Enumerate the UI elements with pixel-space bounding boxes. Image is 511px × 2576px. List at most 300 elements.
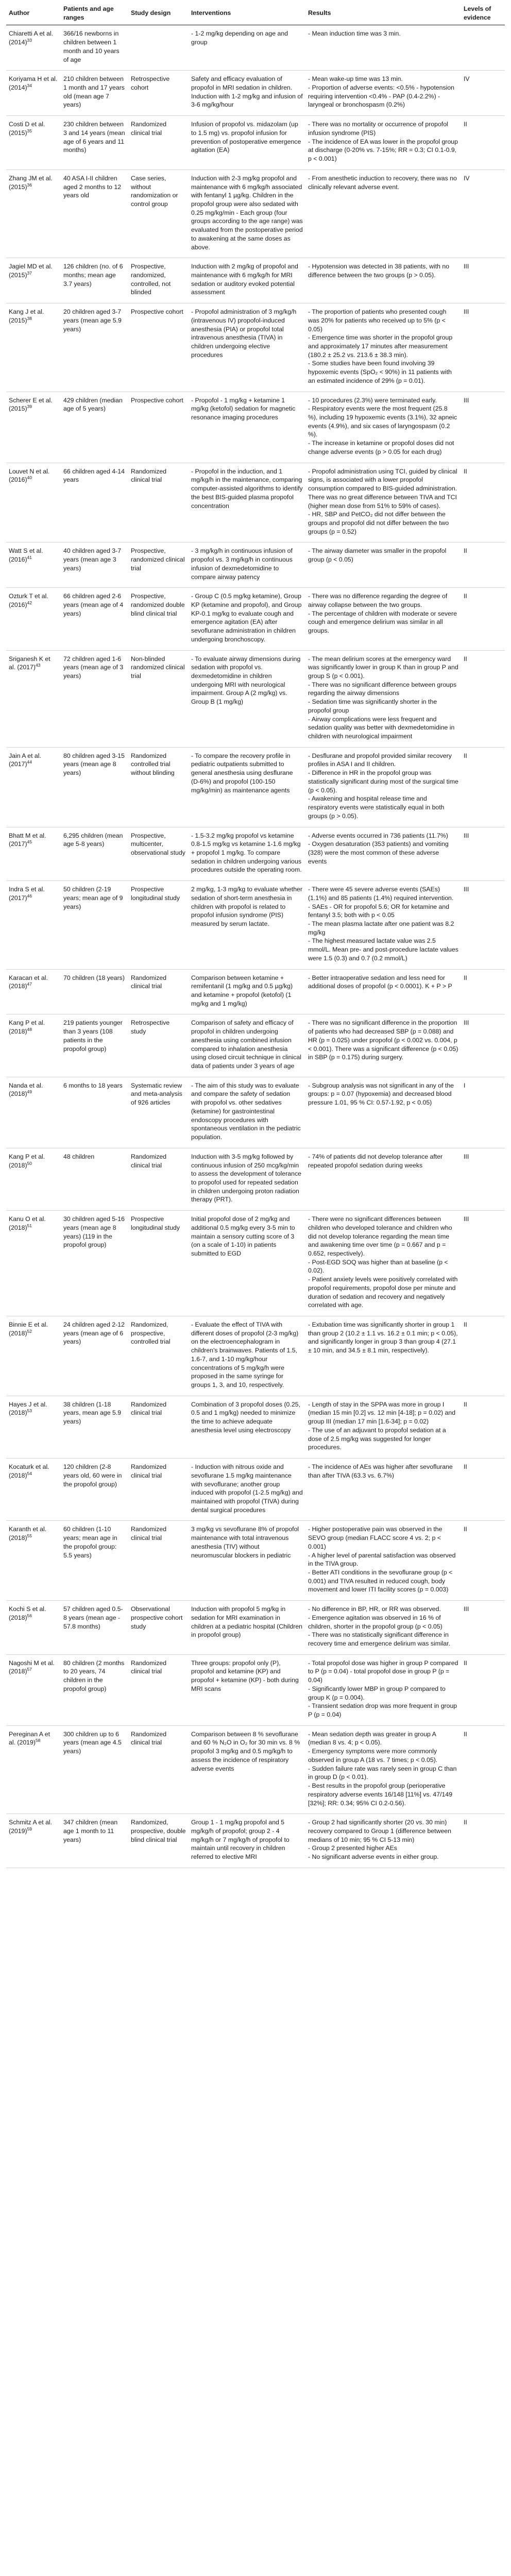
table-row — [6, 303, 505, 392]
result-line: - Sedation time was significantly shorter in the propofol group — [308, 698, 437, 714]
interventions-cell — [189, 650, 305, 747]
reference-number: 33 — [27, 38, 32, 43]
results-cell — [305, 969, 461, 1014]
study-design-text: Non-blinded randomized clinical trial — [131, 655, 185, 680]
studies-table — [6, 1, 505, 1868]
study-design-cell — [128, 71, 189, 116]
patients-text: 50 children (2-19 years; mean age of 9 years) — [63, 886, 123, 910]
level-of-evidence-cell — [461, 1316, 505, 1396]
interventions-text: Comparison between ketamine + remifentanil (1 mg/kg and 0.5 µg/kg) and ketamine + propofol (ketofol) (1 mg/kg and 1 mg/kg) — [191, 974, 293, 1007]
study-design-cell — [128, 543, 189, 588]
table-row — [6, 1814, 505, 1868]
study-design-cell — [128, 1077, 189, 1148]
author-cell — [6, 392, 61, 463]
level-text: III — [464, 1019, 469, 1027]
study-design-text: Randomized clinical trial — [131, 1153, 167, 1169]
patients-text: 60 children (1-10 years; mean age in the propofol group: 5.5 years) — [63, 1526, 117, 1559]
result-line: - Higher postoperative pain was observed in the SEVO group (median FLACC score 4 vs. 2; p < 0.001) — [308, 1526, 442, 1550]
study-design-cell — [128, 463, 189, 543]
author-cell — [6, 1077, 61, 1148]
interventions-text: Induction with 2-3 mg/kg propofol and maintenance with 6 mg/kg/h associated with fentanyl 1 µg/kg. Children in the propofol group were also sedated with 0.25 mg/kg/min - Each group (four groups according to the age range) was evaluated from the postoperative period to awakening at the same doses as above. — [191, 174, 303, 251]
study-design-text: Randomized clinical trial — [131, 1463, 167, 1479]
table-row — [6, 1459, 505, 1521]
study-design-cell — [128, 392, 189, 463]
author-name: Koriyama H et al. (2014) — [9, 75, 58, 92]
author-name: Hayes J et al. (2018) — [9, 1400, 47, 1417]
author-cell — [6, 1396, 61, 1458]
result-line: - Oxygen desaturation (353 patients) and vomiting (328) were the most common of these adverse events — [308, 840, 449, 865]
level-text: III — [464, 1605, 469, 1613]
study-design-text: Randomized clinical trial — [131, 467, 167, 484]
table-body — [6, 25, 505, 1868]
results-cell — [305, 827, 461, 881]
study-design-cell — [128, 969, 189, 1014]
author-name: Costi D et al. (2015) — [9, 121, 45, 137]
header-patients: Patients and age ranges — [61, 1, 128, 25]
result-line: - Awakening and hospital release time and respiratory events were statistically equal in both groups (p > 0.05). — [308, 795, 445, 820]
header-interventions: Interventions — [189, 1, 305, 25]
header-author: Author — [6, 1, 61, 25]
level-text: II — [464, 1400, 467, 1408]
header-study-design: Study design — [128, 1, 189, 25]
results-cell — [305, 1211, 461, 1316]
patients-cell — [61, 543, 128, 588]
results-cell — [305, 881, 461, 969]
patients-cell — [61, 588, 128, 650]
author-cell — [6, 1521, 61, 1601]
table-row — [6, 1211, 505, 1316]
level-of-evidence-cell — [461, 170, 505, 258]
result-line: - HR, SBP and PetCO₂ did not differ between the groups and propofol did not differ between the two groups (p = 0.52) — [308, 511, 449, 535]
reference-number: 37 — [27, 270, 32, 276]
result-line: - Adverse events occurred in 736 patients (11.7%) — [308, 832, 448, 839]
interventions-cell — [189, 1077, 305, 1148]
result-line: - SAEs - OR for propofol 5.6; OR for ketamine and fentanyl 3.5; both with p < 0.05 — [308, 903, 450, 919]
patients-text: 72 children aged 1-6 years (mean age of 3 years) — [63, 655, 124, 680]
patients-text: 366/16 newborns in children between 1 month and 10 years of age — [63, 30, 120, 63]
study-design-text: Prospective, multicenter, observational study — [131, 832, 185, 856]
study-design-cell — [128, 1014, 189, 1077]
study-design-text: Observational prospective cohort study — [131, 1605, 183, 1630]
result-line: - Length of stay in the SPPA was more in group I (median 15 min [0.2] vs. 12 min [4-18]; p = 0.02) and group III (median 17 min [1.6-34]; p = 0.02) — [308, 1400, 456, 1426]
reference-number: 55 — [27, 1533, 32, 1538]
reference-number: 49 — [27, 1089, 32, 1095]
interventions-text: 3 mg/kg vs sevoflurane 8% of propofol maintenance with total intravenous anesthesia (TIV) without neuromuscular blockers in pediatric — [191, 1526, 299, 1559]
reference-number: 54 — [27, 1470, 32, 1476]
reference-number: 57 — [27, 1667, 32, 1672]
interventions-text: Comparison between 8 % sevoflurane and 60 % N₂O in O₂ for 30 min vs. 8 % propofol 3 mg/kg and 0.5 mg/kg/h to assess the incidence of respiratory adverse events — [191, 1730, 300, 1772]
results-cell — [305, 588, 461, 650]
patients-cell — [61, 116, 128, 170]
interventions-cell — [189, 258, 305, 303]
results-cell — [305, 1725, 461, 1814]
results-cell — [305, 543, 461, 588]
result-line: - 10 procedures (2.3%) were terminated early. — [308, 396, 437, 404]
result-line: - There was no significant difference between groups regarding the airway dimensions — [308, 681, 457, 697]
study-design-cell — [128, 827, 189, 881]
level-text: III — [464, 1215, 469, 1223]
result-line: - Extubation time was significantly shorter in group 1 than group 2 (10.2 ± 1.1 vs. 16.2 ± 0.1 min; p < 0.05), and significantly longer in group 3 than group 4 (27.1 ± 10 min, and 34.5 ± 8.1 min, respectively). — [308, 1321, 458, 1354]
study-design-cell — [128, 116, 189, 170]
results-cell — [305, 463, 461, 543]
results-cell — [305, 116, 461, 170]
table-row — [6, 392, 505, 463]
table-row — [6, 650, 505, 747]
reference-number: 46 — [27, 893, 32, 899]
study-design-text: Prospective, randomized double blind clinical trial — [131, 592, 185, 617]
interventions-text: - 1-2 mg/kg depending on age and group — [191, 30, 288, 46]
table-row — [6, 258, 505, 303]
level-text: II — [464, 974, 467, 981]
results-cell — [305, 1814, 461, 1868]
patients-text: 120 children (2-8 years old, 60 were in the propofol group) — [63, 1463, 122, 1488]
interventions-text: Induction with propofol 5 mg/kg in sedation for MRI examination in children at a pediatric hospital (Children in propofol group) — [191, 1605, 302, 1639]
level-text: II — [464, 592, 467, 600]
author-cell — [6, 258, 61, 303]
author-cell — [6, 1014, 61, 1077]
results-cell — [305, 1654, 461, 1725]
patients-text: 48 children — [63, 1153, 95, 1160]
author-name: Jagiel MD et al. (2015) — [9, 263, 53, 279]
patients-cell — [61, 1521, 128, 1601]
patients-text: 300 children up to 6 years (mean age 4.5 years) — [63, 1730, 122, 1755]
study-design-cell — [128, 258, 189, 303]
patients-text: 6,295 children (mean age 5-8 years) — [63, 832, 123, 848]
result-line: - Mean sedation depth was greater in group A (median 8 vs. 4; p < 0.05). — [308, 1730, 436, 1747]
table-row — [6, 543, 505, 588]
author-cell — [6, 71, 61, 116]
level-of-evidence-cell — [461, 1211, 505, 1316]
results-cell — [305, 392, 461, 463]
table-row — [6, 116, 505, 170]
interventions-text: Initial propofol dose of 2 mg/kg and additional 0.5 mg/kg every 3-5 min to maintain a sensory cutting score of 3 (on a scale of 1-10) in patients submitted to EGD — [191, 1215, 295, 1257]
author-name: Watt S et al. (2016) — [9, 547, 43, 564]
author-cell — [6, 1316, 61, 1396]
result-line: - Difference in HR in the propofol group was statistically significant during most of the surgical time (p < 0.05). — [308, 769, 458, 794]
result-line: - Transient sedation drop was more frequent in group P (p = 0.04) — [308, 1702, 457, 1719]
author-cell — [6, 116, 61, 170]
author-cell — [6, 543, 61, 588]
level-of-evidence-cell — [461, 258, 505, 303]
level-of-evidence-cell — [461, 463, 505, 543]
author-cell — [6, 303, 61, 392]
interventions-cell — [189, 1014, 305, 1077]
reference-number: 50 — [27, 1160, 32, 1166]
author-name: Kanu O et al. (2018) — [9, 1215, 46, 1231]
interventions-text: Induction with 2 mg/kg of propofol and maintenance with 6 mg/kg/h for MRI sedation or auditory evoked potential assessment — [191, 263, 298, 296]
interventions-cell — [189, 543, 305, 588]
patients-cell — [61, 258, 128, 303]
result-line: - There was no mortality or occurrence of propofol infusion syndrome (PIS) — [308, 121, 448, 137]
patients-cell — [61, 1396, 128, 1458]
patients-text: 40 children aged 3-7 years (mean age 3 years) — [63, 547, 122, 572]
level-of-evidence-cell — [461, 881, 505, 969]
level-text: II — [464, 467, 467, 475]
interventions-cell — [189, 588, 305, 650]
result-line: - Respiratory events were the most frequent (25.8 %), including 19 hypoxemic events (3.1%), 32 apneic events (4.9%), and six cases of laryngospasm (0.2 %). — [308, 405, 457, 438]
table-row — [6, 170, 505, 258]
patients-text: 20 children aged 3-7 years (mean age 5.9 years) — [63, 308, 122, 333]
study-design-text: Randomized clinical trial — [131, 1659, 167, 1675]
study-design-cell — [128, 881, 189, 969]
interventions-cell — [189, 747, 305, 827]
level-text: IV — [464, 174, 470, 182]
table-row — [6, 1521, 505, 1601]
results-cell — [305, 1396, 461, 1458]
author-cell — [6, 1211, 61, 1316]
result-line: - Hypotension was detected in 38 patients, with no difference between the two groups (p > 0.05). — [308, 263, 450, 279]
result-line: - The percentage of children with moderate or severe cough and emergence delirium was similar in all groups. — [308, 609, 457, 635]
result-line: - There was no statistically significant difference in recovery time and emergence delirium was similar. — [308, 1631, 451, 1647]
level-text: II — [464, 752, 467, 759]
patients-text: 66 children aged 4-14 years — [63, 467, 125, 484]
author-name: Scherer E et al. (2015) — [9, 396, 53, 413]
result-line: - Significantly lower MBP in group P compared to group K (p = 0.004). — [308, 1685, 446, 1701]
author-cell — [6, 1654, 61, 1725]
result-line: - Better ATI conditions in the sevoflurane group (p < 0.001) and TIVA resulted in reduced cough, body movement and lower ITI facility scores (p = 0.003) — [308, 1568, 453, 1594]
reference-number: 39 — [27, 404, 32, 410]
result-line: - Mean wake-up time was 13 min. — [308, 75, 403, 83]
study-design-cell — [128, 1148, 189, 1210]
results-cell — [305, 1148, 461, 1210]
level-text: II — [464, 1463, 467, 1471]
study-design-text: Prospective, randomized clinical trial — [131, 547, 185, 572]
author-name: Karacan et al. (2018) — [9, 974, 48, 990]
reference-number: 41 — [27, 555, 32, 560]
reference-number: 45 — [27, 839, 32, 845]
level-of-evidence-cell — [461, 1148, 505, 1210]
interventions-cell — [189, 1459, 305, 1521]
result-line: - The mean plasma lactate after one patient was 8.2 mg/kg — [308, 920, 454, 936]
patients-cell — [61, 969, 128, 1014]
level-of-evidence-cell — [461, 25, 505, 71]
author-cell — [6, 650, 61, 747]
table-row — [6, 1014, 505, 1077]
result-line: - The increase in ketamine or propofol doses did not change adverse events (p > 0.05 for each drug) — [308, 439, 454, 455]
level-text: II — [464, 655, 467, 663]
patients-text: 80 children (2 months to 20 years, 74 children in the propofol group) — [63, 1659, 125, 1692]
result-line: - Propofol administration using TCI, guided by clinical signs, is associated with a lower propofol consumption compared to BIS-guided administration. There was no great difference between TIVA and TCI (higher mean dose from 51% to 59% of cases). — [308, 467, 457, 510]
level-of-evidence-cell — [461, 543, 505, 588]
result-line: - A higher level of parental satisfaction was observed in the TIVA group. — [308, 1551, 456, 1568]
result-line: - Desflurane and propofol provided similar recovery profiles in ASA I and II children. — [308, 752, 452, 768]
interventions-cell — [189, 1211, 305, 1316]
patients-text: 6 months to 18 years — [63, 1081, 123, 1089]
study-design-text: Randomized controlled trial without blinding — [131, 752, 175, 777]
table-row — [6, 747, 505, 827]
author-cell — [6, 747, 61, 827]
patients-cell — [61, 1814, 128, 1868]
interventions-cell — [189, 303, 305, 392]
results-cell — [305, 650, 461, 747]
author-name: Kang P et al. (2018) — [9, 1019, 45, 1036]
study-design-text: Systematic review and meta-analysis of 926 articles — [131, 1081, 182, 1107]
study-design-cell — [128, 588, 189, 650]
interventions-text: - Propofol in the induction, and 1 mg/kg/h in the maintenance, comparing computer-assisted algorithms to identify the best BIS-guided plasma propofol concentration — [191, 467, 303, 510]
author-cell — [6, 1814, 61, 1868]
patients-cell — [61, 747, 128, 827]
interventions-text: Group 1 - 1 mg/kg propofol and 5 mg/kg/h of propofol; group 2 - 4 mg/kg/h or 7 mg/kg/h of propofol to maintain until recovery in children referred to elective MRI — [191, 1819, 289, 1861]
study-design-text: Prospective longitudinal study — [131, 886, 180, 902]
level-of-evidence-cell — [461, 969, 505, 1014]
patients-text: 40 ASA I-II children aged 2 months to 12 years old — [63, 174, 122, 199]
level-text: III — [464, 832, 469, 839]
results-cell — [305, 303, 461, 392]
header-results: Results — [305, 1, 461, 25]
level-of-evidence-cell — [461, 1601, 505, 1655]
reference-number: 51 — [27, 1223, 32, 1228]
patients-cell — [61, 392, 128, 463]
level-text: IV — [464, 75, 470, 83]
author-name: Indra S et al. (2017) — [9, 886, 45, 902]
results-cell — [305, 1014, 461, 1077]
patients-text: 230 children between 3 and 14 years (mean age of 6 years and 11 months) — [63, 121, 125, 154]
result-line: - Sudden failure rate was rarely seen in group C than in group D (p < 0.01). — [308, 1765, 457, 1781]
interventions-cell — [189, 71, 305, 116]
result-line: - 74% of patients did not develop tolerance after repeated propofol sedation during weeks — [308, 1153, 443, 1169]
level-of-evidence-cell — [461, 1654, 505, 1725]
author-cell — [6, 170, 61, 258]
interventions-cell — [189, 170, 305, 258]
interventions-text: - Propofol administration of 3 mg/kg/h (intravenous IV) propofol-induced anesthesia (PIA) or propofol total intravenous anesthesia (TIVA) in children undergoing elective procedures — [191, 308, 297, 359]
table-row — [6, 1725, 505, 1814]
table-row — [6, 1316, 505, 1396]
level-of-evidence-cell — [461, 1521, 505, 1601]
author-name: Kochi S et al. (2018) — [9, 1605, 46, 1621]
patients-text: 126 children (no. of 6 months; mean age 3.7 years) — [63, 263, 123, 287]
table-row — [6, 1601, 505, 1655]
result-line: - There was no significant difference in the proportion of patients who had decreased SBP (p = 0.088) and HR (p = 0.025) under propofol (p < 0.002 vs. 0.004, p < 0.001). There was a significant difference (p < 0.05) in SBP (p = 0.175) during surgery. — [308, 1019, 458, 1061]
study-design-cell — [128, 747, 189, 827]
level-text: III — [464, 308, 469, 316]
interventions-cell — [189, 1521, 305, 1601]
patients-text: 219 patients younger than 3 years (108 patients in the propofol group) — [63, 1019, 123, 1053]
author-cell — [6, 463, 61, 543]
study-design-cell — [128, 1521, 189, 1601]
results-cell — [305, 1459, 461, 1521]
study-design-text: Case series, without randomization or control group — [131, 174, 178, 208]
interventions-cell — [189, 1601, 305, 1655]
reference-number: 58 — [35, 1738, 41, 1743]
results-cell — [305, 25, 461, 71]
level-of-evidence-cell — [461, 1396, 505, 1458]
level-text: III — [464, 886, 469, 893]
interventions-text: - 1.5-3.2 mg/kg propofol vs ketamine 0.8-1.5 mg/kg vs ketamine 1-1.6 mg/kg + propofol 1 mg/kg. To compare sedation in children undergoing various procedures outside the operating room. — [191, 832, 302, 874]
patients-cell — [61, 1014, 128, 1077]
interventions-cell — [189, 1316, 305, 1396]
patients-cell — [61, 1725, 128, 1814]
interventions-text: - Induction with nitrous oxide and sevoflurane 1.5 mg/kg maintenance with sevoflurane; another group induced with propofol (1-2.5 mg/kg) and maintained with propofol (TIVA) during dental surgical procedures — [191, 1463, 303, 1514]
interventions-text: Comparison of safety and efficacy of propofol in children undergoing anesthesia using combined infusion compared to inhalation anesthesia using closed circuit technique in clinical data of patients under 3 years of age — [191, 1019, 301, 1070]
study-design-cell — [128, 1459, 189, 1521]
level-of-evidence-cell — [461, 1814, 505, 1868]
level-text: I — [464, 1081, 466, 1089]
patients-cell — [61, 1601, 128, 1655]
level-text: II — [464, 547, 467, 555]
result-line: - Mean induction time was 3 min. — [308, 30, 401, 38]
table-row — [6, 463, 505, 543]
interventions-text: - The aim of this study was to evaluate and compare the safety of sedation with propofol vs. other sedatives (ketamine) for gastrointestinal endoscopy procedures with spontaneous ventilation in the pediatric population. — [191, 1081, 301, 1141]
results-cell — [305, 258, 461, 303]
header-levels-of-evidence: Levels of evidence — [461, 1, 505, 25]
result-line: - Better intraoperative sedation and less need for additional doses of propofol (p < 0.0001). K + P > P — [308, 974, 452, 990]
level-of-evidence-cell — [461, 747, 505, 827]
interventions-cell — [189, 1814, 305, 1868]
interventions-cell — [189, 827, 305, 881]
patients-cell — [61, 827, 128, 881]
patients-cell — [61, 650, 128, 747]
table-row — [6, 588, 505, 650]
patients-cell — [61, 1211, 128, 1316]
interventions-cell — [189, 969, 305, 1014]
patients-cell — [61, 303, 128, 392]
author-name: Kocaturk et al. (2018) — [9, 1463, 49, 1479]
study-design-text: Randomized clinical trial — [131, 974, 167, 990]
author-cell — [6, 1601, 61, 1655]
interventions-cell — [189, 1396, 305, 1458]
interventions-cell — [189, 116, 305, 170]
result-line: - Patient anxiety levels were positively correlated with propofol requirements, propofol dose per minute and duration of sedation and recovery and negatively correlated with age. — [308, 1276, 458, 1309]
reference-number: 48 — [27, 1027, 32, 1032]
reference-number: 44 — [27, 759, 32, 765]
interventions-text: - 3 mg/kg/h in continuous infusion of propofol vs. 3 mg/kg/h in continuous infusion of dexmedetomidine to compare airway patency — [191, 547, 293, 581]
patients-text: 30 children aged 5-16 years (mean age 8 years) (119 in the propofol group) — [63, 1215, 125, 1249]
study-design-text: Randomized clinical trial — [131, 1400, 167, 1417]
result-line: - There was no difference regarding the degree of airway collapse between the two groups. — [308, 592, 448, 608]
patients-cell — [61, 1654, 128, 1725]
patients-text: 347 children (mean age 1 month to 11 years) — [63, 1819, 118, 1843]
interventions-cell — [189, 25, 305, 71]
result-line: - No significant adverse events in either group. — [308, 1853, 439, 1861]
study-design-text: Randomized, prospective, controlled trial — [131, 1321, 171, 1346]
interventions-text: Combination of 3 propofol doses (0.25, 0.5 and 1 mg/kg) needed to minimize the time to achieve adequate anesthesia level using electroscopy — [191, 1400, 300, 1434]
result-line: - There were 45 severe adverse events (SAEs) (1.1%) and 85 patients (1.4%) required intervention. — [308, 886, 454, 902]
result-line: - Group 2 had significantly shorter (20 vs. 30 min) recovery compared to Group 1 (difference between medians of 10 min; 95 % CI 5-13 min) — [308, 1819, 451, 1843]
author-cell — [6, 1725, 61, 1814]
author-name: Nanda et al. (2018) — [9, 1081, 43, 1098]
patients-cell — [61, 881, 128, 969]
study-design-text: Retrospective cohort — [131, 75, 170, 92]
study-design-cell — [128, 1814, 189, 1868]
reference-number: 53 — [27, 1408, 32, 1414]
table-row — [6, 1077, 505, 1148]
study-design-text: Randomized, prospective, double blind clinical trial — [131, 1819, 186, 1843]
interventions-text: - Evaluate the effect of TIVA with different doses of propofol (2-3 mg/kg) on the electroencephalogram in children's brainwaves. Patients of 1.5, 1.6-7, and 1-10 mg/kg/hour concentrations of 5 mg/kg/h were proposed in the same syringe for groups 1, 3, and 10, respectively. — [191, 1321, 299, 1389]
study-design-text: Prospective, randomized, controlled, not blinded — [131, 263, 171, 296]
author-name: Bhatt M et al. (2017) — [9, 832, 46, 848]
result-line: - The incidence of EA was lower in the propofol group at discharge (0-20% vs. 7-15%; RR = 0.3; CI 0.1-0.9, p < 0.001) — [308, 138, 458, 163]
patients-cell — [61, 1148, 128, 1210]
reference-number: 40 — [27, 475, 32, 481]
author-cell — [6, 827, 61, 881]
interventions-text: 2 mg/kg, 1-3 mg/kg to evaluate whether sedation of short-term anesthesia in children with propofol is related to propofol infusion syndrome (PIS) measured by serum lactate. — [191, 886, 302, 927]
level-text: II — [464, 1526, 467, 1533]
result-line: - Post-EGD SOQ was higher than at baseline (p < 0.02). — [308, 1258, 448, 1275]
result-line: - Emergency symptoms were more commonly observed in group A (18 vs. 7 times; p < 0.05). — [308, 1748, 438, 1764]
reference-number: 52 — [27, 1328, 32, 1334]
result-line: - Group 2 presented higher AEs — [308, 1844, 397, 1852]
patients-text: 70 children (18 years) — [63, 974, 125, 981]
patients-cell — [61, 463, 128, 543]
author-name: Schmitz A et al. (2019) — [9, 1819, 53, 1835]
interventions-cell — [189, 881, 305, 969]
interventions-text: - Group C (0.5 mg/kg ketamine), Group KP (ketamine and propofol), and Group KP-0.1 mg/kg to evaluate cough and emergence agitation (EA) after sevoflurane administration in children undergoing bronchoscopy. — [191, 592, 302, 643]
interventions-text: Induction with 3-5 mg/kg followed by continuous infusion of 250 mcg/kg/min to assess the development of tolerance to propofol used for repeated sedation in children undergoing proton radiation therapy (PRT). — [191, 1153, 301, 1204]
table-row — [6, 969, 505, 1014]
level-text: III — [464, 263, 469, 270]
author-name: Nagoshi M et al. (2018) — [9, 1659, 55, 1675]
patients-cell — [61, 1459, 128, 1521]
